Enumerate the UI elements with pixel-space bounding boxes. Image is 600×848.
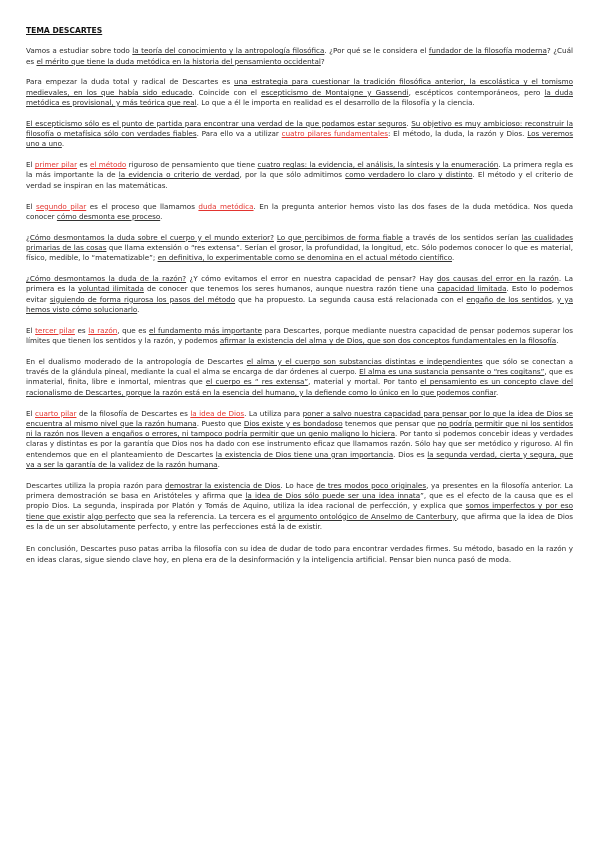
underlined-text: ¿Cómo desmontamos la duda sobre el cuerpo y el mundo exterior?	[26, 232, 274, 242]
text-run: . La primera regla es la más importante la de	[26, 160, 574, 180]
underlined-text: el fundamento más importante	[148, 325, 262, 335]
text-run: riguroso de pensamiento que tiene	[126, 160, 258, 170]
underlined-text: como verdadero lo claro y distinto	[345, 170, 473, 180]
text-run: que sólo se conectan a través de la glándula pineal, mediante la cual el alma se encarga de dar órdenes al cuerpo.	[26, 356, 573, 377]
text-run: , escépticos contemporáneos, pero	[408, 87, 545, 97]
text-run: El	[26, 408, 36, 418]
underlined-text: las cualidades primarias de las cosas	[26, 232, 573, 252]
text-run: a través de los sentidos serían	[402, 232, 522, 242]
text-run: , material y mortal. Por tanto	[308, 377, 421, 387]
text-run: Vamos a estudiar sobre todo	[26, 46, 133, 56]
text-run: es	[77, 160, 90, 170]
underlined-text: de tres modos poco originales	[316, 480, 427, 490]
text-run: El	[26, 201, 37, 211]
highlighted-term: el método	[89, 160, 127, 170]
paragraph-cuarto-pilar	[26, 409, 573, 471]
text-run: tenemos que pensar que	[342, 418, 438, 428]
text-run: para Descartes, porque mediante nuestra capacidad de pensar podemos superar los límites que tienen los sentidos y la razón, y podemos	[26, 325, 573, 346]
text-run: .	[496, 387, 499, 397]
highlighted-term: segundo pilar	[36, 201, 87, 211]
text-run: .	[556, 336, 559, 346]
underlined-text: Su objetivo es muy ambicioso: reconstruir la filosofía o metafísica sólo con verdades fiables	[26, 118, 573, 139]
text-run: .	[61, 139, 65, 149]
underlined-text: poner a salvo nuestra capacidad para pensar por lo que la idea de Dios se encuentra al mismo nivel que la razón humana	[26, 408, 573, 428]
text-run: .	[452, 253, 455, 263]
underlined-text: cuatro reglas: la evidencia, el análisis, la síntesis y la enumeración	[257, 160, 499, 170]
text-run: , que es	[117, 325, 149, 335]
underlined-text: ¿Cómo desmontamos la duda de la razón?	[26, 274, 187, 284]
underlined-text: la idea de Dios sólo puede ser una idea innata	[245, 491, 421, 501]
text-run: . El método y el criterio de verdad se inspiran en las matemáticas.	[26, 170, 574, 190]
underlined-text: capacidad limitada	[437, 284, 507, 294]
paragraph-duda-razon	[26, 274, 573, 315]
document-body	[26, 46, 573, 564]
paragraph-primer-pilar	[26, 160, 573, 191]
highlighted-term: primer pilar	[34, 160, 78, 170]
text-run: , por la que sólo admitimos	[239, 170, 346, 180]
highlighted-term: duda metódica	[198, 201, 254, 211]
text-run: , que afirma que la idea de Dios es la de un ser absolutamente perfecto, y entre las perfecciones está la de existir.	[26, 511, 573, 531]
paragraph-conclusion	[26, 543, 573, 565]
text-run: . ¿Por qué se le considera el	[324, 46, 429, 56]
text-run: de conocer que tenemos los seres humanos, aunque nuestra razón tiene una	[143, 284, 438, 294]
highlighted-term: cuarto pilar	[35, 408, 77, 418]
underlined-text: El alma es una sustancia pensante o “res cogitans”	[359, 367, 545, 377]
text-run: . La primera es la	[26, 274, 573, 294]
text-run: Descartes utiliza la propia razón para	[26, 480, 165, 490]
underlined-text: el alma y el cuerpo son substancias distintas e independientes	[246, 356, 483, 366]
paragraph-intro	[26, 46, 573, 67]
underlined-text: fundador de la filosofía moderna	[428, 46, 547, 56]
text-run: . Coincide con el	[192, 87, 262, 97]
text-run: , ya presentes en la filosofía anterior. La primera demostración se basa en Aristóteles y afirma que	[26, 480, 573, 501]
text-run: : El método, la duda, la razón y Dios.	[387, 129, 528, 139]
text-run: ¿Y cómo evitamos el error en nuestra capacidad de pensar? Hay	[186, 274, 437, 284]
text-run: de la filosofía de Descartes es	[76, 408, 191, 418]
text-run: .	[137, 304, 140, 314]
underlined-text: argumento ontológico de Anselmo de Canterbury	[277, 511, 457, 521]
underlined-text: el mérito que tiene la duda metódica en la historia del pensamiento occidental	[36, 56, 321, 66]
text-run: El	[26, 325, 36, 335]
text-run: ?	[320, 56, 325, 66]
text-run: . Dios es	[393, 449, 428, 459]
paragraph-escepticismo	[26, 119, 573, 150]
text-run: . Para ello va a utilizar	[196, 129, 282, 139]
underlined-text: el cuerpo es “ res extensa”	[205, 377, 309, 387]
text-run: es	[74, 325, 89, 335]
paragraph-segundo-pilar	[26, 202, 573, 223]
highlighted-term: la idea de Dios	[190, 408, 245, 418]
underlined-text: siguiendo de forma rigurosa los pasos del método	[49, 294, 236, 304]
underlined-text: el pensamiento es un concepto clave del racionalismo de Descartes, porque la razón está en la esencia del humano, y la defiende como lo único en lo que podemos confiar	[26, 377, 573, 397]
underlined-text: afirmar la existencia del alma y de Dios, que son dos conceptos fundamentales en la filosofía	[219, 336, 557, 346]
underlined-text: Los veremos uno a uno	[26, 129, 574, 149]
text-run: ”, que es el efecto de la causa que es el propio Dios. La segunda, inspirada por Platón y Tomás de Aquino, utiliza la idea racional de perfección, y explica que	[26, 491, 573, 511]
document-title: TEMA DESCARTES	[26, 26, 103, 35]
highlighted-term: tercer pilar	[35, 325, 75, 335]
underlined-text: en definitiva, lo experimentable como se denomina en el actual método científico	[157, 253, 453, 263]
highlighted-term: cuatro pilares fundamentales	[281, 129, 388, 139]
underlined-text: dos causas del error en la razón	[436, 274, 559, 284]
text-run: . En la pregunta anterior hemos visto las dos fases de la duda metódica. Nos queda conocer	[26, 201, 573, 221]
underlined-text: Dios existe y es bondadoso	[243, 418, 343, 428]
underlined-text: demostrar la existencia de Dios	[165, 480, 281, 490]
underlined-text: la duda metódica es provisional, y más teórica que real	[26, 87, 573, 107]
underlined-text: voluntad ilimitada	[78, 284, 144, 294]
text-run: es el proceso que llamamos	[86, 201, 199, 211]
text-run: El	[26, 160, 35, 170]
text-run: .	[160, 211, 163, 221]
underlined-text: El escepticismo sólo es el punto de partida para encontrar una verdad de la que podamos estar seguros	[26, 118, 407, 128]
text-run: . Por tanto si podemos concebir ideas y verdades claras y distintas es por la garantía que Dios nos ha dado con ese instrumento eficaz que llamamos razón. Sólo hay que ser metódico y riguroso. Al fin entendemos que en el planteamiento de Descartes	[26, 429, 573, 459]
paragraph-dualismo	[26, 357, 573, 398]
text-run: En el dualismo moderado de la antropología de Descartes	[26, 356, 247, 366]
underlined-text: la teoría del conocimiento y la antropología filosófica	[132, 46, 325, 56]
underlined-text: cómo desmonta ese proceso	[56, 211, 161, 221]
paragraph-tercer-pilar	[26, 326, 573, 347]
text-run: que sea la referencia. La tercera es el	[135, 511, 278, 521]
underlined-text: la existencia de Dios tiene una gran importancia	[215, 449, 394, 459]
underlined-text: y ya hemos visto cómo solucionarlo	[26, 294, 573, 314]
underlined-text: Lo que percibimos de forma fiable	[276, 232, 403, 242]
text-run: . Lo hace	[280, 480, 317, 490]
text-run: ,	[551, 294, 558, 304]
text-run: que ha propuesto. La segunda causa está relacionada con el	[235, 294, 467, 304]
text-run: . Esto lo podemos evitar	[26, 284, 573, 304]
paragraph-existencia-dios	[26, 481, 573, 532]
highlighted-term: la razón	[88, 325, 118, 335]
text-run: .	[217, 460, 220, 469]
underlined-text: escepticismo de Montaigne y Gassendi	[261, 87, 409, 97]
paragraph-duda-cuerpo	[26, 233, 573, 264]
paragraph-duda-total	[26, 77, 573, 108]
underlined-text: la evidencia o criterio de verdad	[118, 170, 240, 180]
text-run: Para empezar la duda total y radical de Descartes es	[26, 77, 235, 87]
text-run: .	[406, 118, 412, 128]
underlined-text: una estrategia para cuestionar la tradición filosófica anterior, la escolástica y el tomismo medievales, en los que había sido educado	[26, 77, 573, 97]
text-run: ? ¿Cuál es	[26, 46, 573, 66]
underlined-text: la segunda verdad, cierta y segura, que va a ser la garantía de la validez de la razón humana	[26, 449, 573, 469]
text-run: , que es inmaterial, finita, libre e inmortal, mientras que	[26, 367, 574, 387]
underlined-text: somos imperfectos y por eso tiene que existir algo perfecto	[26, 501, 573, 521]
text-run: . Puesto que	[196, 418, 244, 428]
text-run: . Lo que a él le importa en realidad es el desarrollo de la filosofía y la ciencia.	[196, 97, 475, 107]
underlined-text: no podría permitir que ni los sentidos ni la razón nos lleven a engaños o errores, ni tampoco podría permitir que un genio maligno lo hiciera	[26, 418, 573, 439]
underlined-text: engaño de los sentidos	[466, 294, 552, 304]
text-run: que llama extensión o “res extensa”. Serían el grosor, la profundidad, la longitud, etc. Sólo podemos conocer lo que es material, físico, medible, lo “matematizable”;	[26, 242, 573, 263]
text-run: . La utiliza para	[244, 408, 303, 418]
text-run: En conclusión, Descartes puso patas arriba la filosofía con su idea de dudar de todo para encontrar verdades firmes. Su método, basado en la razón y en ideas claras, sigue siendo clave hoy, en plena era de la desinformación y la inteligencia artificial. Pensar bien nunca pasó de moda.	[26, 543, 573, 564]
